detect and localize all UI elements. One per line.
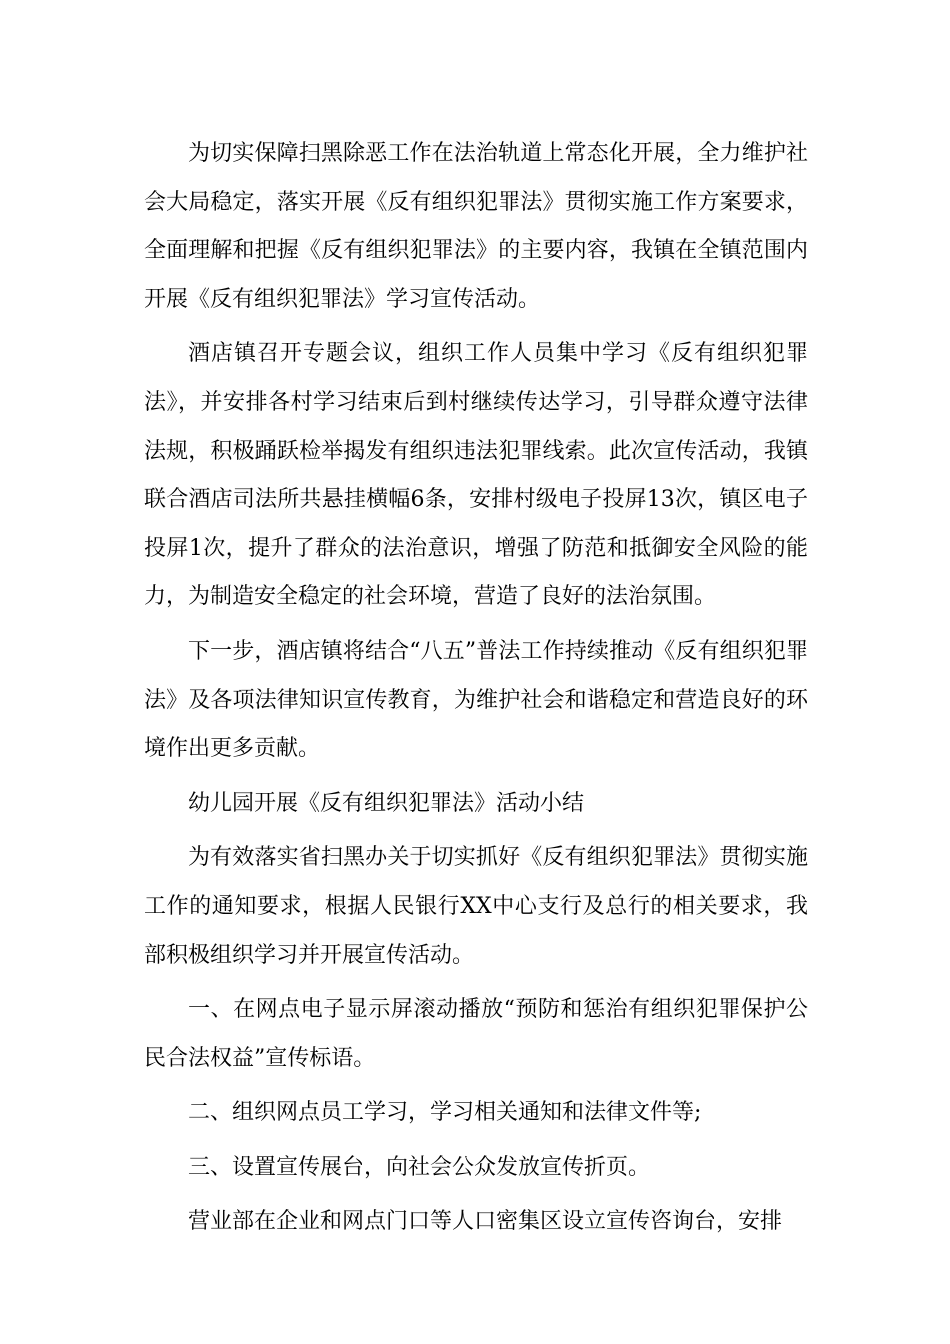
paragraph-1: 为切实保障扫黑除恶工作在法治轨道上常态化开展，全力维护社会大局稳定，落实开展《反有组织犯罪法》贯彻实施工作方案要求，全面理解和把握《反有组织犯罪法》的主要内容，我镇在全镇范围内开展《反有组织犯罪法》学习宣传活动。 (144, 141, 808, 312)
document-body (144, 130, 808, 1253)
list-item-2: 二、组织网点员工学习，学习相关通知和法律文件等; (188, 1100, 702, 1126)
paragraph-3: 下一步，酒店镇将结合“八五”普法工作持续推动《反有组织犯罪法》及各项法律知识宣传教育，为维护社会和谐稳定和营造良好的环境作出更多贡献。 (144, 638, 808, 762)
list-item-1: 一、在网点电子显示屏滚动播放“预防和惩治有组织犯罪保护公民合法权益”宣传标语。 (144, 997, 808, 1071)
paragraph-4: 为有效落实省扫黑办关于切实抓好《反有组织犯罪法》贯彻实施工作的通知要求，根据人民银行XX中心支行及总行的相关要求，我部积极组织学习并开展宣传活动。 (144, 845, 808, 968)
list-item-3: 三、设置宣传展台，向社会公众发放宣传折页。 (188, 1154, 651, 1180)
paragraph-2: 酒店镇召开专题会议，组织工作人员集中学习《反有组织犯罪法》，并安排各村学习结束后到村继续传达学习，引导群众遵守法律法规，积极踊跃检举揭发有组织违法犯罪线索。此次宣传活动，我镇联合酒店司法所共悬挂横幅6条，安排村级电子投屏13次，镇区电子投屏1次，提升了群众的法治意识，增强了防范和抵御安全风险的能力，为制造安全稳定的社会环境，营造了良好的法治氛围。 (144, 341, 808, 610)
section-heading: 幼儿园开展《反有组织犯罪法》活动小结 (188, 790, 585, 816)
paragraph-5: 营业部在企业和网点门口等人口密集区设立宣传咨询台，安排 (188, 1209, 783, 1235)
